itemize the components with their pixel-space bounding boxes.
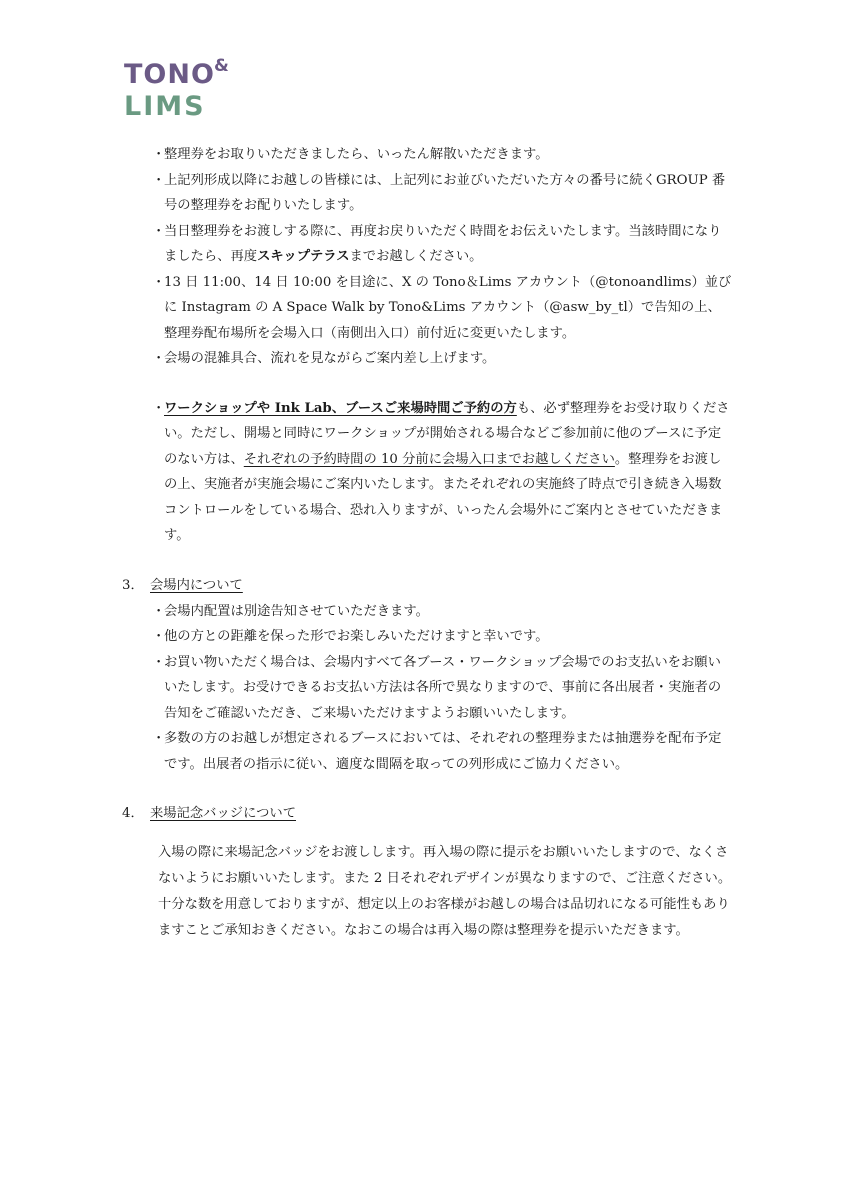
list-item: ・ 会場内配置は別途告知させていただきます。 — [152, 603, 429, 619]
workshop-notice: ・ ワークショップや Ink Lab、ブースご来場時間ご予約の方も、必ず整理券をお受け取りください。ただし、開場と同時にワークショップが開始される場合などご参加前に他のブースに予定のない方は、それぞれの予約時間の 10 分前に会場入口までお越しください。整理券をお渡しの上、実施者が実施会場にご案内いたします。またそれぞれの実施終了時点で引き続き入場数コントロールをしている場合、恐れ入りますが、いったん会場外にご案内とさせていただきます。 — [152, 400, 730, 543]
list-item: ・ 当日整理券をお渡しする際に、再度お戻りいただく時間をお伝えいたします。当該時間になりましたら、再度スキップテラスまでお越しください。 — [152, 223, 722, 264]
logo-line-lims: LIMS — [124, 91, 206, 122]
logo-ampersand: & — [214, 56, 229, 76]
tono-lims-logo — [124, 56, 234, 130]
list-item: ・ 他の方との距離を保った形でお楽しみいただけますと幸いです。 — [152, 629, 549, 644]
section-4-heading: 4． 来場記念バッジについて — [122, 806, 296, 821]
list-item: ・ 上記列形成以降にお越しの皆様には、上記列にお並びいただいた方々の番号に続くGROUP 番号の整理券をお配りいたします。 — [152, 172, 726, 213]
section-3-heading: 3． 会場内について — [122, 577, 243, 593]
section-4-body: 入場の際に来場記念バッジをお渡しします。再入場の際に提示をお願いいたしますので、なくさないようにお願いいたします。また 2 日それぞれデザインが異なりますので、ご注意ください。十分な数を用意しておりますが、想定以上のお客様がお越しの場合は品切れになる可能性もありますことご承知おきください。なおこの場合は再入場の際は整理券を提示いただきます。 — [158, 845, 732, 939]
bold-location: スキップテラス — [257, 249, 350, 264]
list-item: ・ 会場の混雑具合、流れを見ながらご案内差し上げます。 — [152, 351, 496, 366]
document-body — [122, 142, 734, 958]
logo-line-tono: TONO — [124, 59, 215, 90]
section-title: 来場記念バッジについて — [150, 806, 296, 821]
list-item: ・ 13 日 11:00、14 日 10:00 を目途に、X の Tono＆Lims アカウント（@tonoandlims）並びに Instagram の A Space Walk by Tono&Lims アカウント（@asw_by_tl）で告知の上、整理券配布場所を会場入口（南側出入口）前付近に変更いたします。 — [152, 274, 732, 341]
list-item: ・ お買い物いただく場合は、会場内すべて各ブース・ワークショップ会場でのお支払いをお願いいたします。お受けできるお支払い方法は各所で異なりますので、事前に各出展者・実施者の告知をご確認いただき、ご来場いただけますようお願いいたします。 — [152, 654, 722, 721]
list-item: ・ 整理券をお取りいただきましたら、いったん解散いただきます。 — [152, 147, 549, 162]
section-title: 会場内について — [150, 577, 243, 593]
list-item: ・ 多数の方のお越しが想定されるブースにおいては、それぞれの整理券または抽選券を配布予定です。出展者の指示に従い、適度な間隔を取っての列形成にご協力ください。 — [152, 731, 722, 772]
